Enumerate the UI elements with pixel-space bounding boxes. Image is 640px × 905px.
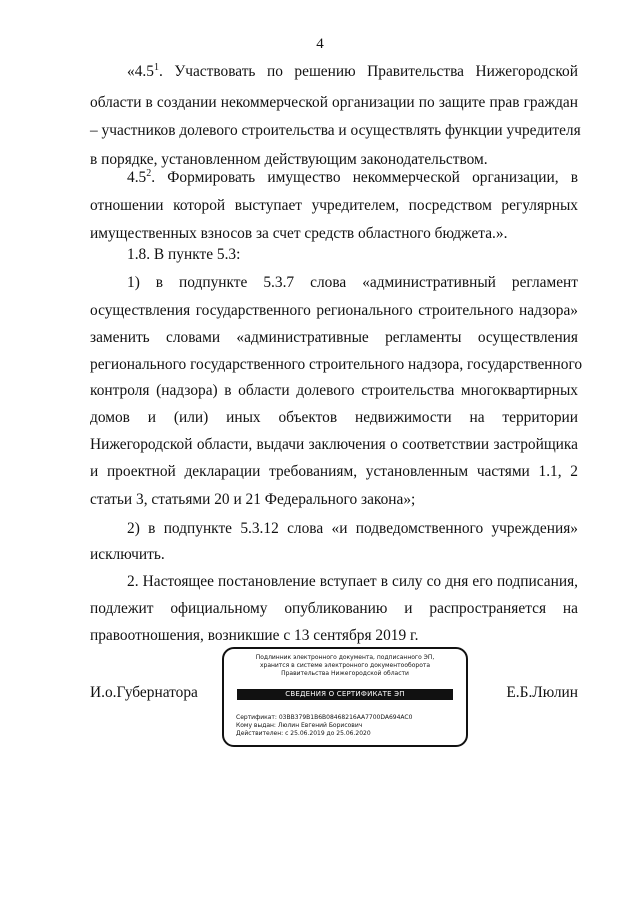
paragraph-line: – участников долевого строительства и осуществлять функции учредителя xyxy=(90,122,581,139)
electronic-signature-stamp xyxy=(222,647,468,747)
paragraph-line: правоотношения, возникшие с 13 сентября 2019 г. xyxy=(90,627,419,644)
paragraph-line: в порядке, установленном действующим законодательством. xyxy=(90,151,488,168)
paragraph-line: регионального государственного строительного надзора, государственного xyxy=(90,356,583,373)
paragraph-line: 2. Настоящее постановление вступает в силу со дня его подписания, xyxy=(127,573,578,590)
paragraph-line: имущественных взносов за счет средств областного бюджета.». xyxy=(90,225,508,242)
paragraph-line: «$4.5^1$. Участвовать по решению Правительства Нижегородской xyxy=(127,62,578,80)
paragraph-line: контроля (надзора) в области долевого строительства многоквартирных xyxy=(90,382,578,399)
paragraph-line: области в создании некоммерческой организации по защите прав граждан xyxy=(90,94,578,111)
superscript: 1 xyxy=(153,62,159,73)
paragraph-line: 1) в подпункте 5.3.7 слова «административный регламент xyxy=(127,274,578,291)
paragraph-line: отношении которой выступает учредителем, посредством регулярных xyxy=(90,197,578,214)
superscript: 2 xyxy=(146,168,152,179)
certificate-owner: Люлин Евгений Борисович xyxy=(277,722,363,729)
page-number: 4 xyxy=(316,36,324,52)
signatory-name: Е.Б.Люлин xyxy=(506,684,578,701)
certificate-info-bar: СВЕДЕНИЯ О СЕРТИФИКАТЕ ЭП xyxy=(237,689,453,700)
signatory-title: И.о.Губернатора xyxy=(90,684,198,701)
stamp-header: Подлинник электронного документа, подписанного ЭП, хранится в системе электронного документооборота Правительства Нижегородской области xyxy=(255,654,435,677)
paragraph-line: исключить. xyxy=(90,546,165,563)
paragraph-line: подлежит официальному опубликованию и распространяется на xyxy=(90,600,578,617)
certificate-number: 03BB379B1B6B08468216AA7700DA694AC0 xyxy=(278,714,413,721)
paragraph-line: осуществления государственного регионального строительного надзора» xyxy=(90,302,578,319)
paragraph-line: 2) в подпункте 5.3.12 слова «и подведомственного учреждения» xyxy=(127,520,578,537)
paragraph-line: Нижегородской области, выдачи заключения о соответствии застройщика xyxy=(90,436,578,453)
paragraph-line: заменить словами «административные регламенты осуществления xyxy=(90,329,578,346)
certificate-validity: с 25.06.2019 до 25.06.2020 xyxy=(285,730,371,737)
paragraph-line: 1.8. В пункте 5.3: xyxy=(127,246,241,263)
paragraph-line: и проектной декларации требованиям, установленным частями 1.1, 2 xyxy=(90,463,578,480)
paragraph-line: статьи 3, статьями 20 и 21 Федерального закона»; xyxy=(90,491,416,508)
paragraph-line: $4.5^2$. Формировать имущество некоммерческой организации, в xyxy=(127,168,578,186)
paragraph-line: домов и (или) иных объектов недвижимости на территории xyxy=(90,409,578,426)
certificate-details: Сертификат: 03BB379B1B6B08468216AA7700DA694AC0 Кому выдан: Люлин Евгений Борисович Действителен: с 25.06.2019 до 25.06.2020 xyxy=(236,714,413,737)
